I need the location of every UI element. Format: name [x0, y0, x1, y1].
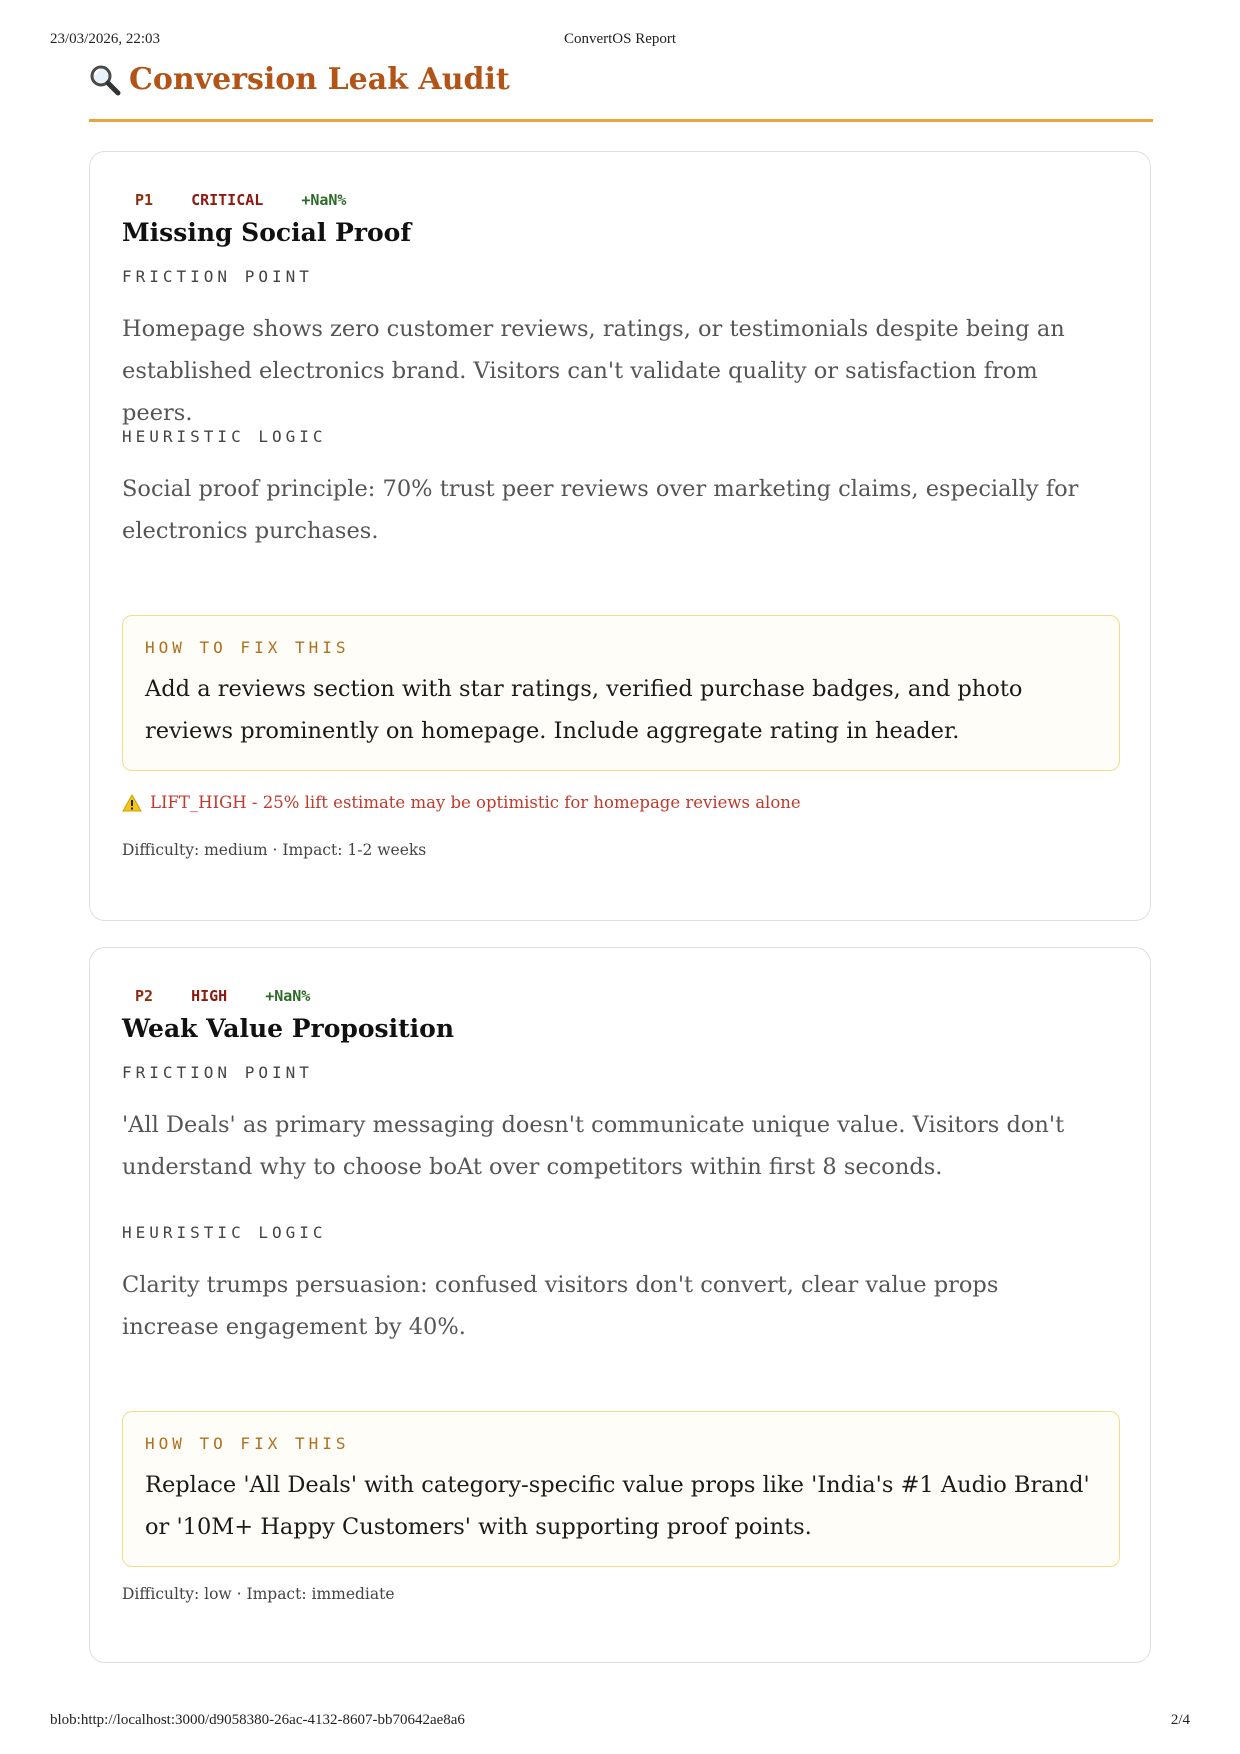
friction-text: 'All Deals' as primary messaging doesn't communicate unique value. Visitors don't understand why to choose boAt over competitors within first 8 seconds.: [122, 1112, 1065, 1180]
print-title: ConvertOS Report: [563, 31, 677, 47]
heuristic-text: Clarity trumps persuasion: confused visitors don't convert, clear value props increase engagement by 40%.: [122, 1272, 999, 1340]
friction-text: Homepage shows zero customer reviews, ratings, or testimonials despite being an established electronics brand. Visitors can't validate quality or satisfaction from peers.: [122, 316, 1065, 426]
friction-label: FRICTION POINT: [122, 1063, 313, 1082]
page-title-row: [89, 62, 1153, 97]
fix-label: HOW TO FIX THIS: [145, 638, 350, 657]
fix-text: Replace 'All Deals' with category-specific value props like 'India's #1 Audio Brand' or '10M+ Happy Customers' with supporting proof points.: [145, 1472, 1090, 1540]
fix-text: Add a reviews section with star ratings, verified purchase badges, and photo reviews prominently on homepage. Include aggregate rating in header.: [145, 676, 1023, 744]
heuristic-label: HEURISTIC LOGIC: [122, 427, 327, 446]
priority-badge: P2: [135, 987, 154, 1005]
print-header: [0, 31, 1240, 53]
priority-badge: P1: [135, 191, 154, 209]
finding-card: [89, 947, 1151, 1663]
warning-icon: [122, 794, 142, 812]
warning-note: [122, 793, 801, 812]
badge-row: [135, 191, 384, 209]
magnifying-glass-icon: [89, 64, 121, 96]
warning-text: LIFT_HIGH - 25% lift estimate may be optimistic for homepage reviews alone: [150, 793, 801, 812]
severity-badge: CRITICAL: [191, 191, 264, 209]
lift-badge: +NaN%: [265, 987, 311, 1005]
friction-label: FRICTION POINT: [122, 267, 313, 286]
print-url: blob:http://localhost:3000/d9058380-26ac-4132-8607-bb70642ae8a6: [50, 1712, 465, 1728]
finding-title: Weak Value Proposition: [122, 1014, 455, 1043]
difficulty-impact: Difficulty: low · Impact: immediate: [122, 1585, 395, 1603]
fix-box: [122, 615, 1120, 771]
heuristic-text: Social proof principle: 70% trust peer reviews over marketing claims, especially for electronics purchases.: [122, 476, 1079, 544]
fix-label: HOW TO FIX THIS: [145, 1434, 350, 1453]
heuristic-label: HEURISTIC LOGIC: [122, 1223, 327, 1242]
lift-badge: +NaN%: [301, 191, 347, 209]
title-divider: [89, 119, 1153, 122]
finding-title: Missing Social Proof: [122, 218, 412, 247]
page-number: 2/4: [1170, 1712, 1190, 1728]
print-footer: [0, 1712, 1240, 1734]
page-title: Conversion Leak Audit: [129, 62, 510, 97]
severity-badge: HIGH: [191, 987, 228, 1005]
difficulty-impact: Difficulty: medium · Impact: 1-2 weeks: [122, 841, 427, 859]
fix-box: [122, 1411, 1120, 1567]
badge-row: [135, 987, 348, 1005]
print-datetime: 23/03/2026, 22:03: [50, 31, 161, 47]
finding-card: [89, 151, 1151, 921]
